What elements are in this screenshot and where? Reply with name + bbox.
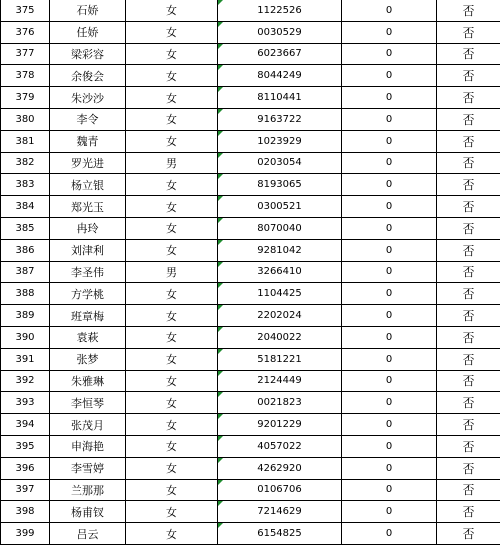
name-cell: 兰那那 [50, 479, 126, 501]
row-number: 375 [1, 0, 50, 21]
gender-cell: 女 [126, 370, 218, 392]
table-row [1, 414, 500, 436]
row-number: 381 [1, 130, 50, 152]
id-number-cell: 8044249 [218, 65, 342, 87]
id-number-cell: 4057022 [218, 435, 342, 457]
table-row [1, 261, 500, 283]
count-cell: 0 [342, 217, 437, 239]
gender-cell: 女 [126, 130, 218, 152]
table-row [1, 392, 500, 414]
row-number: 380 [1, 108, 50, 130]
table-row [1, 457, 500, 479]
id-number-cell: 6154825 [218, 523, 342, 545]
gender-cell: 女 [126, 523, 218, 545]
count-cell: 0 [342, 65, 437, 87]
name-cell: 魏青 [50, 130, 126, 152]
id-number-cell: 4262920 [218, 457, 342, 479]
gender-cell: 女 [126, 196, 218, 218]
row-number: 396 [1, 457, 50, 479]
id-number-cell: 3266410 [218, 261, 342, 283]
row-number: 392 [1, 370, 50, 392]
name-cell: 朱沙沙 [50, 87, 126, 109]
gender-cell: 女 [126, 392, 218, 414]
row-number: 391 [1, 348, 50, 370]
name-cell: 张茂月 [50, 414, 126, 436]
name-cell: 吕云 [50, 523, 126, 545]
count-cell: 0 [342, 196, 437, 218]
row-number: 399 [1, 523, 50, 545]
name-cell: 余俊会 [50, 65, 126, 87]
id-number-cell: 9201229 [218, 414, 342, 436]
count-cell: 0 [342, 370, 437, 392]
flag-cell: 否 [437, 0, 500, 21]
row-number: 376 [1, 21, 50, 43]
id-number-cell: 9281042 [218, 239, 342, 261]
id-number-cell: 0021823 [218, 392, 342, 414]
count-cell: 0 [342, 87, 437, 109]
gender-cell: 女 [126, 283, 218, 305]
count-cell: 0 [342, 130, 437, 152]
id-number-cell: 2040022 [218, 326, 342, 348]
name-cell: 李令 [50, 108, 126, 130]
row-number: 387 [1, 261, 50, 283]
flag-cell: 否 [437, 43, 500, 65]
flag-cell: 否 [437, 108, 500, 130]
table-body [1, 0, 500, 544]
table-row [1, 152, 500, 174]
name-cell: 任娇 [50, 21, 126, 43]
row-number: 394 [1, 414, 50, 436]
count-cell: 0 [342, 392, 437, 414]
flag-cell: 否 [437, 457, 500, 479]
name-cell: 李恒琴 [50, 392, 126, 414]
id-number-cell: 2202024 [218, 305, 342, 327]
table-row [1, 370, 500, 392]
flag-cell: 否 [437, 87, 500, 109]
flag-cell: 否 [437, 305, 500, 327]
count-cell: 0 [342, 283, 437, 305]
count-cell: 0 [342, 305, 437, 327]
name-cell: 朱雅琳 [50, 370, 126, 392]
count-cell: 0 [342, 0, 437, 21]
table-row [1, 130, 500, 152]
id-number-cell: 0106706 [218, 479, 342, 501]
gender-cell: 女 [126, 21, 218, 43]
row-number: 389 [1, 305, 50, 327]
table-row [1, 174, 500, 196]
gender-cell: 女 [126, 435, 218, 457]
id-number-cell: 5181221 [218, 348, 342, 370]
count-cell: 0 [342, 501, 437, 523]
flag-cell: 否 [437, 370, 500, 392]
row-number: 383 [1, 174, 50, 196]
table-row [1, 108, 500, 130]
gender-cell: 女 [126, 43, 218, 65]
flag-cell: 否 [437, 174, 500, 196]
flag-cell: 否 [437, 479, 500, 501]
row-number: 382 [1, 152, 50, 174]
table-row [1, 501, 500, 523]
id-number-cell: 8110441 [218, 87, 342, 109]
name-cell: 杨立银 [50, 174, 126, 196]
name-cell: 方学桃 [50, 283, 126, 305]
row-number: 397 [1, 479, 50, 501]
count-cell: 0 [342, 348, 437, 370]
gender-cell: 男 [126, 261, 218, 283]
id-number-cell: 1023929 [218, 130, 342, 152]
table-row [1, 435, 500, 457]
name-cell: 班章梅 [50, 305, 126, 327]
row-number: 377 [1, 43, 50, 65]
name-cell: 刘津利 [50, 239, 126, 261]
gender-cell: 女 [126, 174, 218, 196]
id-number-cell: 8070040 [218, 217, 342, 239]
count-cell: 0 [342, 21, 437, 43]
flag-cell: 否 [437, 21, 500, 43]
table-row [1, 0, 500, 21]
name-cell: 申海艳 [50, 435, 126, 457]
table-row [1, 523, 500, 545]
gender-cell: 女 [126, 348, 218, 370]
flag-cell: 否 [437, 130, 500, 152]
flag-cell: 否 [437, 414, 500, 436]
gender-cell: 女 [126, 108, 218, 130]
row-number: 395 [1, 435, 50, 457]
count-cell: 0 [342, 479, 437, 501]
id-number-cell: 8193065 [218, 174, 342, 196]
count-cell: 0 [342, 414, 437, 436]
gender-cell: 女 [126, 479, 218, 501]
table-row [1, 43, 500, 65]
id-number-cell: 1122526 [218, 0, 342, 21]
count-cell: 0 [342, 435, 437, 457]
count-cell: 0 [342, 174, 437, 196]
flag-cell: 否 [437, 435, 500, 457]
flag-cell: 否 [437, 239, 500, 261]
count-cell: 0 [342, 108, 437, 130]
count-cell: 0 [342, 523, 437, 545]
count-cell: 0 [342, 239, 437, 261]
flag-cell: 否 [437, 196, 500, 218]
row-number: 384 [1, 196, 50, 218]
name-cell: 梁彩容 [50, 43, 126, 65]
id-number-cell: 1104425 [218, 283, 342, 305]
flag-cell: 否 [437, 283, 500, 305]
row-number: 385 [1, 217, 50, 239]
gender-cell: 女 [126, 501, 218, 523]
row-number: 386 [1, 239, 50, 261]
flag-cell: 否 [437, 501, 500, 523]
table-row [1, 196, 500, 218]
gender-cell: 女 [126, 305, 218, 327]
id-number-cell: 0300521 [218, 196, 342, 218]
table-row [1, 305, 500, 327]
gender-cell: 女 [126, 87, 218, 109]
gender-cell: 女 [126, 239, 218, 261]
gender-cell: 男 [126, 152, 218, 174]
table-row [1, 348, 500, 370]
table-row [1, 326, 500, 348]
id-number-cell: 7214629 [218, 501, 342, 523]
id-number-cell: 2124449 [218, 370, 342, 392]
gender-cell: 女 [126, 326, 218, 348]
gender-cell: 女 [126, 217, 218, 239]
name-cell: 李圣伟 [50, 261, 126, 283]
name-cell: 石娇 [50, 0, 126, 21]
count-cell: 0 [342, 326, 437, 348]
flag-cell: 否 [437, 326, 500, 348]
table-row [1, 21, 500, 43]
table-row [1, 87, 500, 109]
row-number: 378 [1, 65, 50, 87]
name-cell: 冉玲 [50, 217, 126, 239]
row-number: 398 [1, 501, 50, 523]
flag-cell: 否 [437, 152, 500, 174]
name-cell: 杨甫钗 [50, 501, 126, 523]
row-number: 379 [1, 87, 50, 109]
name-cell: 李雪婷 [50, 457, 126, 479]
count-cell: 0 [342, 152, 437, 174]
row-number: 390 [1, 326, 50, 348]
gender-cell: 女 [126, 414, 218, 436]
table-row [1, 239, 500, 261]
name-cell: 罗光进 [50, 152, 126, 174]
table-row [1, 217, 500, 239]
table-row [1, 65, 500, 87]
table-row [1, 479, 500, 501]
name-cell: 郑光玉 [50, 196, 126, 218]
count-cell: 0 [342, 261, 437, 283]
name-cell: 袁萩 [50, 326, 126, 348]
flag-cell: 否 [437, 392, 500, 414]
id-number-cell: 0030529 [218, 21, 342, 43]
flag-cell: 否 [437, 261, 500, 283]
name-cell: 张梦 [50, 348, 126, 370]
id-number-cell: 9163722 [218, 108, 342, 130]
flag-cell: 否 [437, 523, 500, 545]
row-number: 388 [1, 283, 50, 305]
id-number-cell: 0203054 [218, 152, 342, 174]
count-cell: 0 [342, 457, 437, 479]
count-cell: 0 [342, 43, 437, 65]
gender-cell: 女 [126, 65, 218, 87]
flag-cell: 否 [437, 348, 500, 370]
flag-cell: 否 [437, 217, 500, 239]
row-number: 393 [1, 392, 50, 414]
gender-cell: 女 [126, 457, 218, 479]
table-row [1, 283, 500, 305]
id-number-cell: 6023667 [218, 43, 342, 65]
flag-cell: 否 [437, 65, 500, 87]
gender-cell: 女 [126, 0, 218, 21]
